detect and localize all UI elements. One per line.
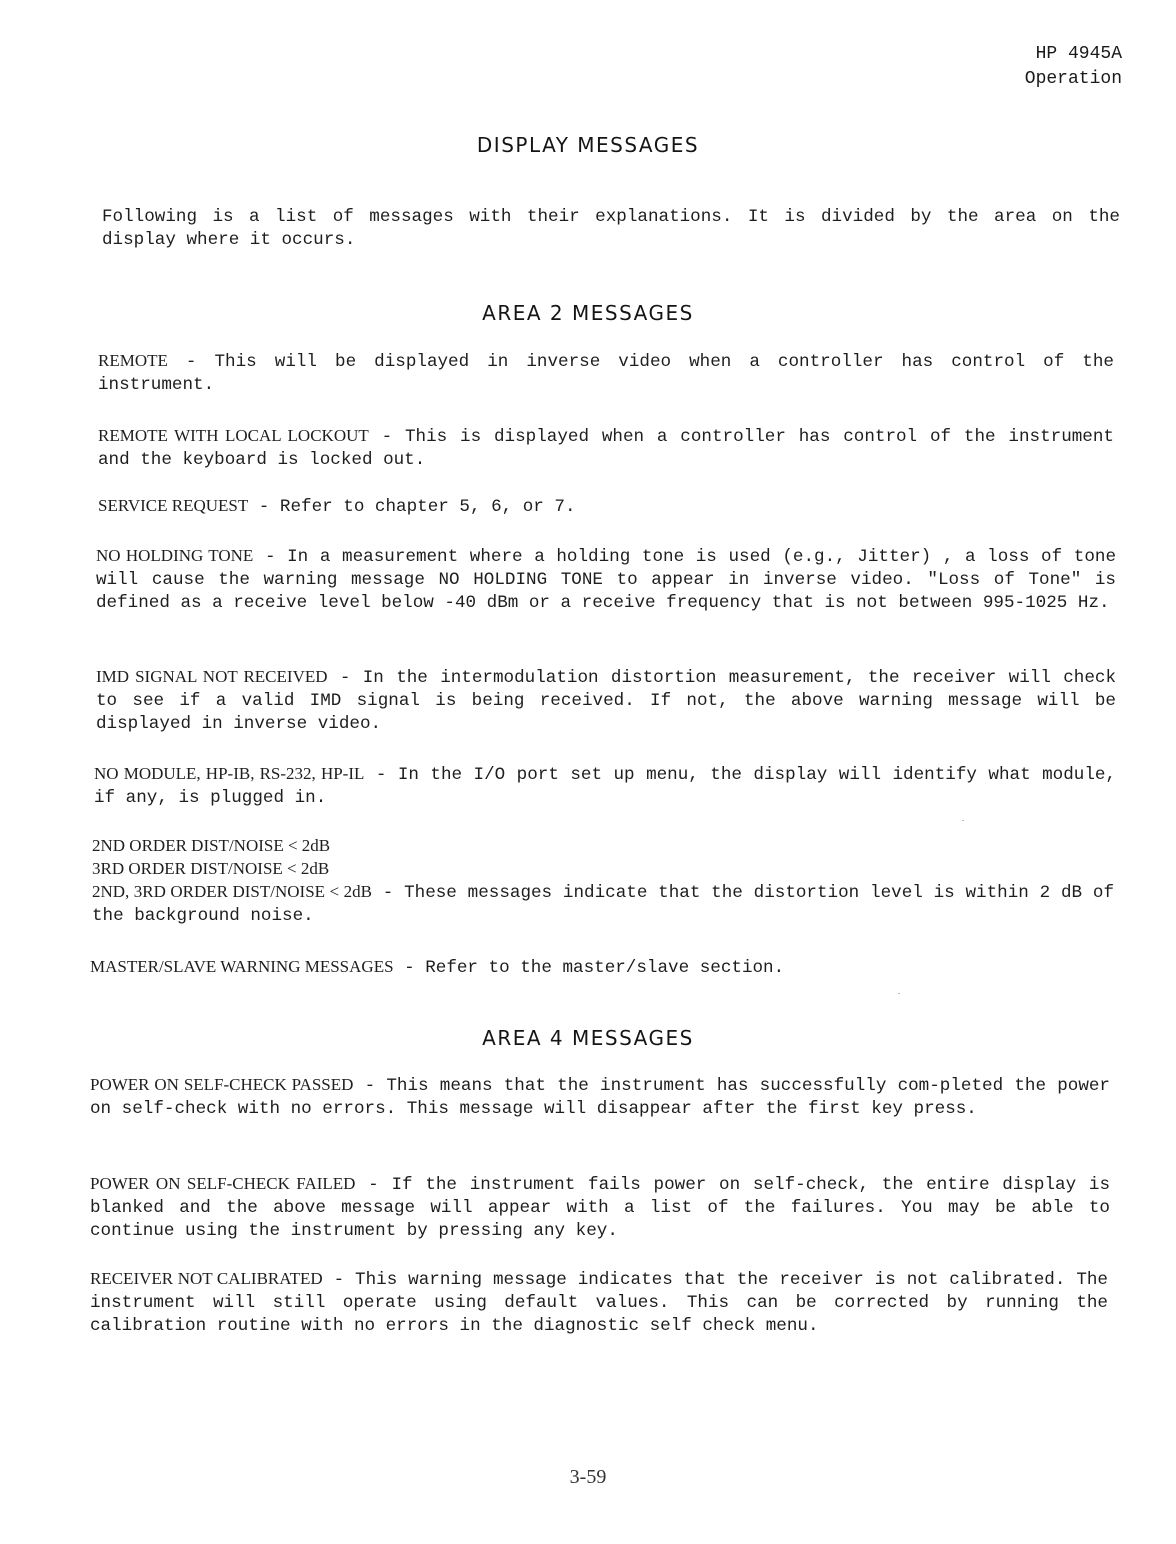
noise-line-combined: 2ND, 3RD ORDER DIST/NOISE < 2dB	[92, 882, 372, 901]
message-noise-group	[92, 834, 1114, 928]
message-master-slave	[90, 955, 1114, 980]
area4-heading: AREA 4 MESSAGES	[482, 1026, 694, 1050]
message-label: REMOTE WITH LOCAL LOCKOUT	[98, 426, 369, 445]
message-service-request	[98, 494, 1114, 519]
noise-line-2nd: 2ND ORDER DIST/NOISE < 2dB	[92, 836, 331, 855]
message-imd-signal	[96, 665, 1116, 736]
message-text: - This warning message indicates that the receiver is not calibrated. The instrument will still operate using default values. This can be corrected by running the calibration routine with no errors in the diagnostic self check menu.	[90, 1270, 1108, 1336]
message-label: RECEIVER NOT CALIBRATED	[90, 1269, 323, 1288]
message-text: - Refer to the master/slave section.	[393, 958, 785, 978]
message-label: IMD SIGNAL NOT RECEIVED	[96, 667, 328, 686]
message-no-holding-tone	[96, 544, 1116, 615]
message-self-check-failed	[90, 1172, 1110, 1243]
message-text: - In a measurement where a holding tone is used (e.g., Jitter) , a loss of tone will cause the warning message NO HOLDING TONE to appear in inverse video. "Loss of Tone" is defined as a receive level below -40 dBm or a receive frequency that is not between 995-1025 Hz.	[96, 547, 1117, 613]
message-text: - In the I/O port set up menu, the display will identify what module, if any, is plugged in.	[94, 765, 1116, 808]
message-text: - In the intermodulation distortion measurement, the receiver will check to see if a valid IMD signal is being received. If not, the above warning message will be displayed in inverse video.	[96, 668, 1116, 734]
model-number: HP 4945A	[1035, 44, 1122, 64]
message-label: NO HOLDING TONE	[96, 546, 254, 565]
message-remote-lockout	[98, 424, 1114, 472]
message-text: - Refer to chapter 5, 6, or 7.	[248, 497, 576, 517]
message-self-check-passed	[90, 1073, 1110, 1121]
noise-line-3rd: 3RD ORDER DIST/NOISE < 2dB	[92, 859, 330, 878]
message-label: POWER ON SELF-CHECK PASSED	[90, 1075, 354, 1094]
message-label: SERVICE REQUEST	[98, 496, 249, 515]
message-remote	[98, 349, 1114, 397]
scan-speck	[962, 820, 964, 821]
intro-paragraph: Following is a list of messages with their explanations. It is divided by the area on the display where it occurs.	[102, 207, 1120, 250]
message-label: MASTER/SLAVE WARNING MESSAGES	[90, 957, 394, 976]
message-label: REMOTE	[98, 351, 168, 370]
area2-heading: AREA 2 MESSAGES	[482, 301, 694, 325]
message-label: POWER ON SELF-CHECK FAILED	[90, 1174, 356, 1193]
message-text: - These messages indicate that the distortion level is within 2 dB of the background noise.	[92, 883, 1115, 926]
message-text: - This is displayed when a controller has control of the instrument and the keyboard is locked out.	[98, 427, 1114, 470]
message-label: NO MODULE, HP-IB, RS-232, HP-IL	[94, 764, 365, 783]
message-text: - This means that the instrument has successfully com-pleted the power on self-check with no errors. This message will disappear after the first key press.	[90, 1076, 1110, 1119]
message-receiver-not-calibrated	[90, 1267, 1108, 1338]
scan-speck	[898, 993, 900, 994]
message-text: - This will be displayed in inverse video when a controller has control of the instrument.	[98, 352, 1114, 395]
page-title: DISPLAY MESSAGES	[476, 133, 700, 157]
page-number: 3-59	[569, 1466, 607, 1488]
message-text: - If the instrument fails power on self-check, the entire display is blanked and the above message will appear with a list of the failures. You may be able to continue using the instrument by pressing any key.	[90, 1175, 1111, 1241]
message-no-module	[94, 762, 1116, 810]
section-name: Operation	[1024, 69, 1122, 89]
page-header	[1025, 42, 1122, 92]
